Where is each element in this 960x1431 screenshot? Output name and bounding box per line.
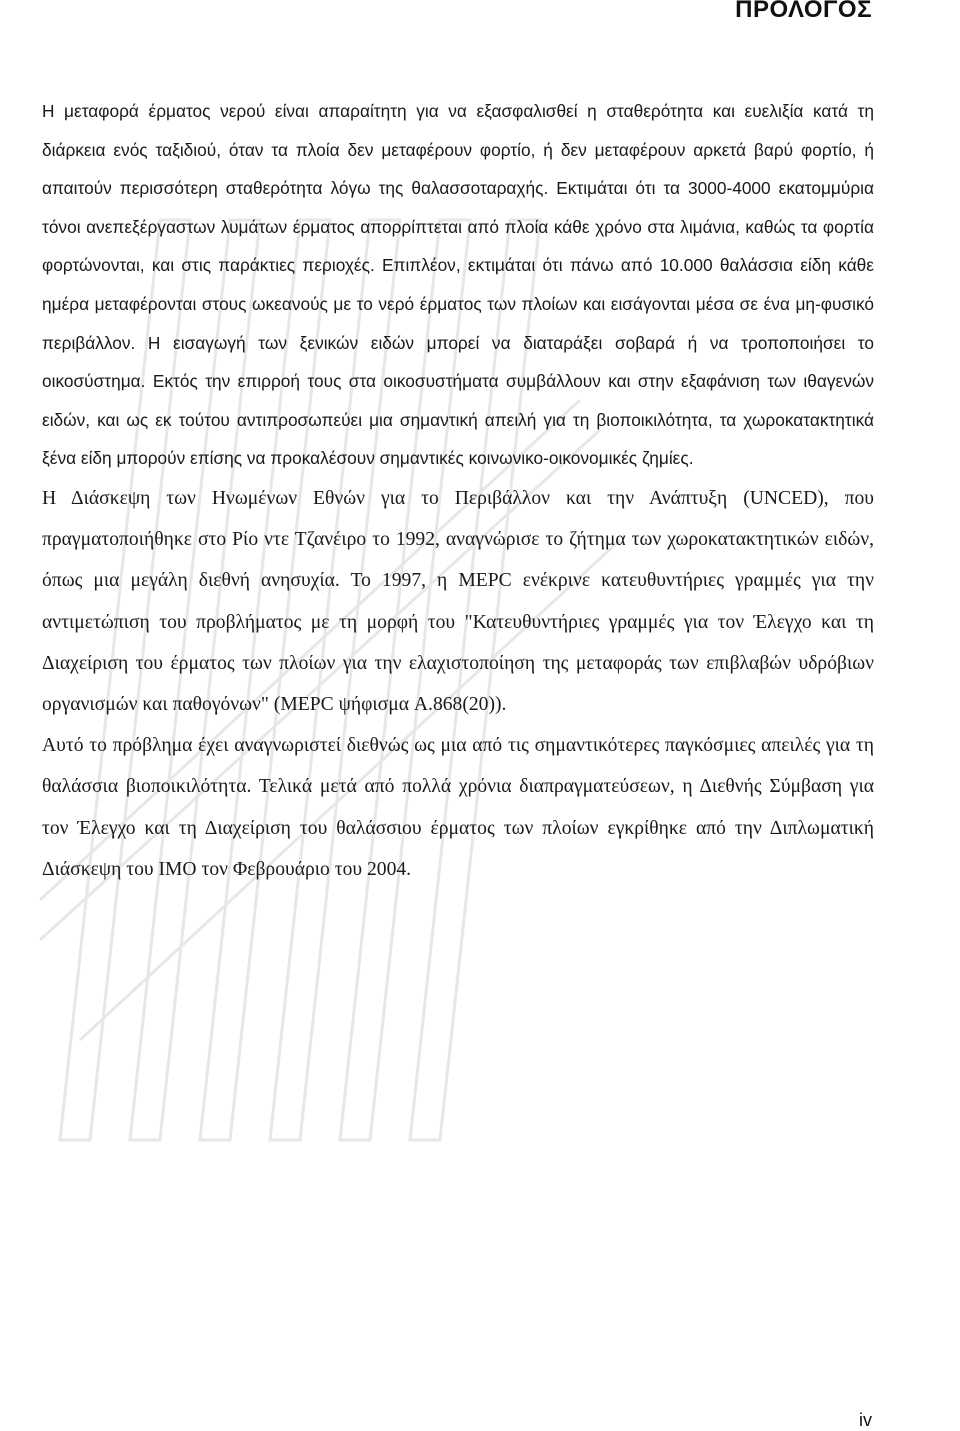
paragraph-unced [42, 478, 874, 725]
paragraph-ballast-intro [42, 92, 874, 478]
page-number: iv [859, 1410, 872, 1430]
page-title: ΠΡΟΛΟΓΟΣ [735, 0, 872, 23]
paragraph-convention [42, 725, 874, 890]
paragraph-convention-text: Αυτό το πρόβλημα έχει αναγνωριστεί διεθνώς ως μια από τις σημαντικότερες παγκόσμιες απειλές για τη θαλάσσια βιοποικιλότητα. Τελικά μετά από πολλά χρόνια διαπραγματεύσεων, η Διεθνής Σύμβαση για τον Έλεγχο και τη Διαχείριση του θαλάσσιου έρματος των πλοίων εγκρίθηκε από την Διπλωματική Διάσκεψη του IMO τον Φεβρουάριο του 2004. [42, 735, 874, 880]
paragraph-ballast-intro-text: Η μεταφορά έρματος νερού είναι απαραίτητη για να εξασφαλισθεί η σταθερότητα και ευελιξία κατά τη διάρκεια ενός ταξιδιού, όταν τα πλοία δεν μεταφέρουν φορτίο, ή δεν μεταφέρουν αρκετά βαρύ φορτίο, ή απαιτούν περισσότερη σταθερότητα λόγω της θαλασσοταραχής. Εκτιμάται ότι τα 3000-4000 εκατομμύρια τόνοι ανεπεξέργαστων λυμάτων έρματος απορρίπτεται από πλοία κάθε χρόνο στα λιμάνια, καθώς τα φορτία φορτώνονται, και στις παράκτιες περιοχές. Επιπλέον, εκτιμάται ότι πάνω από 10.000 θαλάσσια είδη κάθε ημέρα μεταφέρονται στους ωκεανούς με το νερό έρματος των πλοίων και εισάγονται μέσα σε ένα μη-φυσικό περιβάλλον. Η εισαγωγή των ξενικών ειδών μπορεί να διαταράξει σοβαρά ή να τροποποιήσει το οικοσύστημα. Εκτός την επιρροή τους στα οικοσυστήματα συμβάλλουν και στην εξαφάνιση των ιθαγενών ειδών, και ως εκ τούτου αντιπροσωπεύει μια σημαντική απειλή για τη βιοποικιλότητα, τα χωροκατακτητικά ξένα είδη μπορούν επίσης να προκαλέσουν σημαντικές κοινωνικο-οικονομικές ζημίες. [42, 101, 874, 469]
paragraph-unced-text: Η Διάσκεψη των Ηνωμένων Εθνών για το Περιβάλλον και την Ανάπτυξη (UNCED), που πραγματοποιήθηκε στο Ρίο ντε Τζανέιρο το 1992, αναγνώρισε το ζήτημα των χωροκατακτητικών ειδών, όπως μια μεγάλη διεθνή ανησυχία. Το 1997, η MEPC ενέκρινε κατευθυντήριες γραμμές για την αντιμετώπιση του προβλήματος με τη μορφή του "Κατευθυντήριες γραμμές για τον Έλεγχο και τη Διαχείριση του έρματος των πλοίων για την ελαχιστοποίηση της μεταφοράς των επιβλαβών υδρόβιων οργανισμών και παθογόνων" (MEPC ψήφισμα A.868(20)). [42, 487, 874, 715]
body-text [42, 92, 874, 890]
